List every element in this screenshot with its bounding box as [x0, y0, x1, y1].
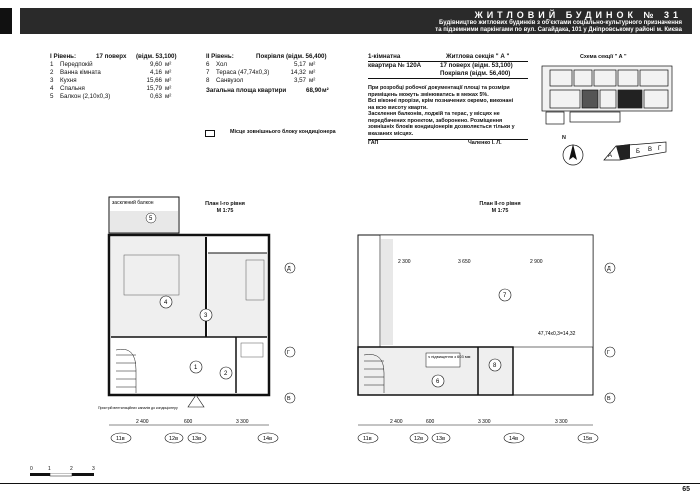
plan2-room-8-label: 8: [493, 363, 497, 369]
total-area-row: [206, 87, 332, 95]
level1-room-unit: м²: [165, 61, 172, 68]
plan1-balcony-label: засклений балкон: [112, 200, 154, 206]
plan2-room-6-label: 6: [436, 379, 440, 385]
plan1-scale: М 1:75: [216, 207, 234, 214]
plan2-title: План ІІ-го рівня: [479, 201, 521, 207]
subtitle-line-1: Будівництво житлових будинків з об'єктами соціально-культурного призначення: [439, 20, 682, 26]
plan1-axis-12v: 12в: [169, 436, 179, 442]
gap-row: [368, 139, 528, 147]
level1-room-area: 9,60: [149, 61, 162, 68]
level1-room-unit: м²: [165, 93, 172, 100]
section-key-icon: [600, 138, 670, 166]
level2-room-unit: м²: [309, 61, 316, 68]
plan2-drawing: [350, 195, 630, 450]
level1-room-name: Ванна кімната: [60, 69, 101, 76]
level1-row-4: [50, 85, 177, 93]
plan2-inner-dim-2: 3 650: [458, 259, 471, 265]
apartment-notes: [368, 85, 528, 137]
total-area-label: Загальна площа квартири: [206, 87, 287, 94]
level2-table: [206, 53, 332, 95]
plan1-drawing: [96, 195, 316, 450]
plan1-dim-3: 3 300: [236, 419, 249, 425]
apartment-number-row: [368, 62, 528, 70]
scale-2: 2: [70, 466, 73, 472]
plan2-axis-d: Д: [607, 266, 611, 272]
plan1-title: План І-го рівня: [205, 201, 245, 207]
level1-row-1: [50, 61, 177, 69]
apartment-type: 1-кімнатна: [368, 53, 401, 60]
level1-room-unit: м²: [165, 85, 172, 92]
apartment-roof-mark: Покрівля (відм. 56,400): [440, 70, 511, 77]
note-line: При розробці робочої документації площі та розміри: [368, 85, 510, 91]
plan1-dim-2: 600: [184, 419, 193, 425]
note-line: Засклення балконів, лоджій та терас, у місцях не: [368, 111, 500, 117]
level2-room-unit: м²: [309, 77, 316, 84]
note-line: приміщень можуть змінюватись в межах 5%.: [368, 91, 489, 98]
header-left-block: [0, 8, 12, 34]
plan2-dim-1: 2 400: [390, 419, 403, 425]
level2-mark: (відм. 56,400): [286, 53, 327, 60]
plan1-room-2-label: 2: [224, 371, 228, 377]
scheme-label-v: В: [648, 147, 653, 153]
level2-header: [206, 53, 332, 61]
ac-unit-legend-label: Місце зовнішнього блоку кондиціонера: [230, 129, 336, 135]
level2-row-7: [206, 69, 332, 77]
plan2-dim-2: 600: [426, 419, 435, 425]
apartment-roof-row: [368, 70, 528, 79]
level2-room-area: 14,32: [290, 69, 306, 76]
footer-line: [0, 483, 700, 484]
document-subtitle: [435, 20, 682, 34]
plan1-bottom-note: Пристрій вентиляційних каналів до кондиціонеру: [98, 406, 178, 410]
gap-label: ГАП: [368, 140, 379, 146]
level1-room-name: Передпокій: [60, 61, 93, 68]
scheme-label-g: Г: [658, 146, 662, 152]
plan1-axis-14v: 14в: [263, 436, 273, 442]
plan2-axis-11v: 11в: [363, 436, 372, 442]
plan2-mark-label: ч підвищення з 603 мм: [428, 354, 471, 359]
plan1-axis-d: Д: [287, 266, 291, 272]
plan1-axis-g: Г: [287, 350, 290, 356]
north-label: N: [562, 135, 566, 141]
document-title: ЖИТЛОВИЙ БУДИНОК № 31: [474, 10, 682, 20]
note-line: на всю висоту кварти.: [368, 104, 428, 111]
plan1-axis-11v: 11в: [116, 436, 125, 442]
ac-unit-legend-icon: [205, 130, 215, 137]
apartment-block: [368, 53, 528, 147]
apartment-section: Житлова секція " А ": [446, 53, 510, 60]
plan2-axis-15v: 15в: [583, 436, 593, 442]
level2-room-num: 8: [206, 77, 210, 84]
scheme-title: Схема секції " А ": [580, 54, 627, 60]
level1-floor: 17 поверх: [96, 53, 127, 60]
plan1-axis-v: В: [287, 396, 291, 402]
total-area-value: 68,90: [306, 87, 322, 94]
level2-title: II Рівень:: [206, 53, 234, 60]
plan2-axis-13v: 13в: [436, 436, 446, 442]
level2-room-area: 5,17: [293, 61, 306, 68]
plan2-axis-12v: 12в: [414, 436, 424, 442]
level1-room-num: 2: [50, 69, 54, 76]
level2-row-6: [206, 61, 332, 69]
note-line: Всі віконні прорізи, крім позначених окремо, виконані: [368, 98, 514, 104]
subtitle-line-2: та підземними паркінгами по вул. Сагайдака, 101 у Дніпровському районі м. Києва: [435, 27, 682, 33]
level1-table: [50, 53, 177, 101]
plan1-dim-1: 2 400: [136, 419, 149, 425]
page-number: 65: [682, 486, 690, 493]
level2-room-num: 7: [206, 69, 210, 76]
level1-room-name: Спальня: [60, 85, 85, 92]
level2-room-name: Санвузол: [216, 77, 244, 84]
apartment-type-row: [368, 53, 528, 62]
plan2-terrace-label: 47,74х0,3=14,32: [538, 331, 576, 337]
scheme-label-a: А: [608, 153, 613, 159]
north-arrow-icon: [558, 140, 588, 170]
plan2-axis-g: Г: [607, 350, 610, 356]
plan2-room-7-label: 7: [503, 293, 507, 299]
gap-name: Чаленко І. Л.: [468, 140, 502, 146]
level1-row-2: [50, 69, 177, 77]
level1-room-name: Балкон (2,10х0,3): [60, 93, 111, 100]
level1-title: I Рівень:: [50, 53, 77, 60]
level1-room-area: 4,16: [149, 69, 162, 76]
level2-floor: Покрівля: [256, 53, 285, 60]
level1-mark: (відм. 53,100): [136, 53, 177, 60]
level1-room-num: 1: [50, 61, 54, 68]
scale-0: 0: [30, 466, 33, 472]
level2-rows: [206, 61, 332, 85]
level1-room-name: Кухня: [60, 77, 77, 84]
level2-room-name: Хол: [216, 61, 227, 68]
scale-3: 3: [92, 466, 95, 472]
level1-room-num: 5: [50, 93, 54, 100]
level2-room-num: 6: [206, 61, 210, 68]
level1-header: [50, 53, 177, 61]
level1-row-3: [50, 77, 177, 85]
plan1-room-3-label: 3: [204, 313, 208, 319]
scale-1: 1: [48, 466, 51, 472]
plan1-room-5-label: 5: [149, 216, 153, 222]
plan2-axis-14v: 14в: [509, 436, 519, 442]
note-line: вказаних місцях.: [368, 130, 414, 137]
apartment-floor-mark: 17 поверх (відм. 53,100): [440, 62, 513, 69]
level2-row-8: [206, 77, 332, 85]
apartment-number: квартира № 120А: [368, 62, 422, 69]
plan2-dim-3: 3 300: [478, 419, 491, 425]
level2-room-area: 3,57: [293, 77, 306, 84]
level1-room-unit: м²: [165, 69, 172, 76]
scheme-label-b: Б: [636, 149, 640, 155]
plan2-scale: М 1:75: [491, 207, 509, 214]
note-line: зовнішніх блоків кондиціонерів дозволяється тільки у: [368, 124, 515, 130]
plan2-inner-dim-1: 2 300: [398, 259, 411, 265]
level1-room-num: 3: [50, 77, 54, 84]
total-area-unit: м²: [322, 87, 329, 94]
scale-bar: [30, 473, 100, 477]
plan2-axis-v: В: [607, 396, 611, 402]
level1-room-num: 4: [50, 85, 54, 92]
level1-room-area: 15,66: [146, 77, 162, 84]
plan1-room-4-label: 4: [164, 300, 168, 306]
level1-room-area: 0,63: [149, 93, 162, 100]
header-bar: [20, 8, 692, 34]
plan2-dim-4: 3 300: [555, 419, 568, 425]
level2-room-unit: м²: [309, 69, 316, 76]
level1-rows: [50, 61, 177, 101]
level2-room-name: Тераса (47,74х0,3): [216, 69, 270, 76]
note-line: передбачених проектом, заборонено. Розміщення: [368, 117, 503, 124]
level1-room-area: 15,79: [146, 85, 162, 92]
plan1-room-1-label: 1: [194, 365, 198, 371]
level1-room-unit: м²: [165, 77, 172, 84]
plan2-inner-dim-3: 2 900: [530, 259, 543, 265]
level1-row-5: [50, 93, 177, 101]
plan1-axis-13v: 13в: [192, 436, 202, 442]
